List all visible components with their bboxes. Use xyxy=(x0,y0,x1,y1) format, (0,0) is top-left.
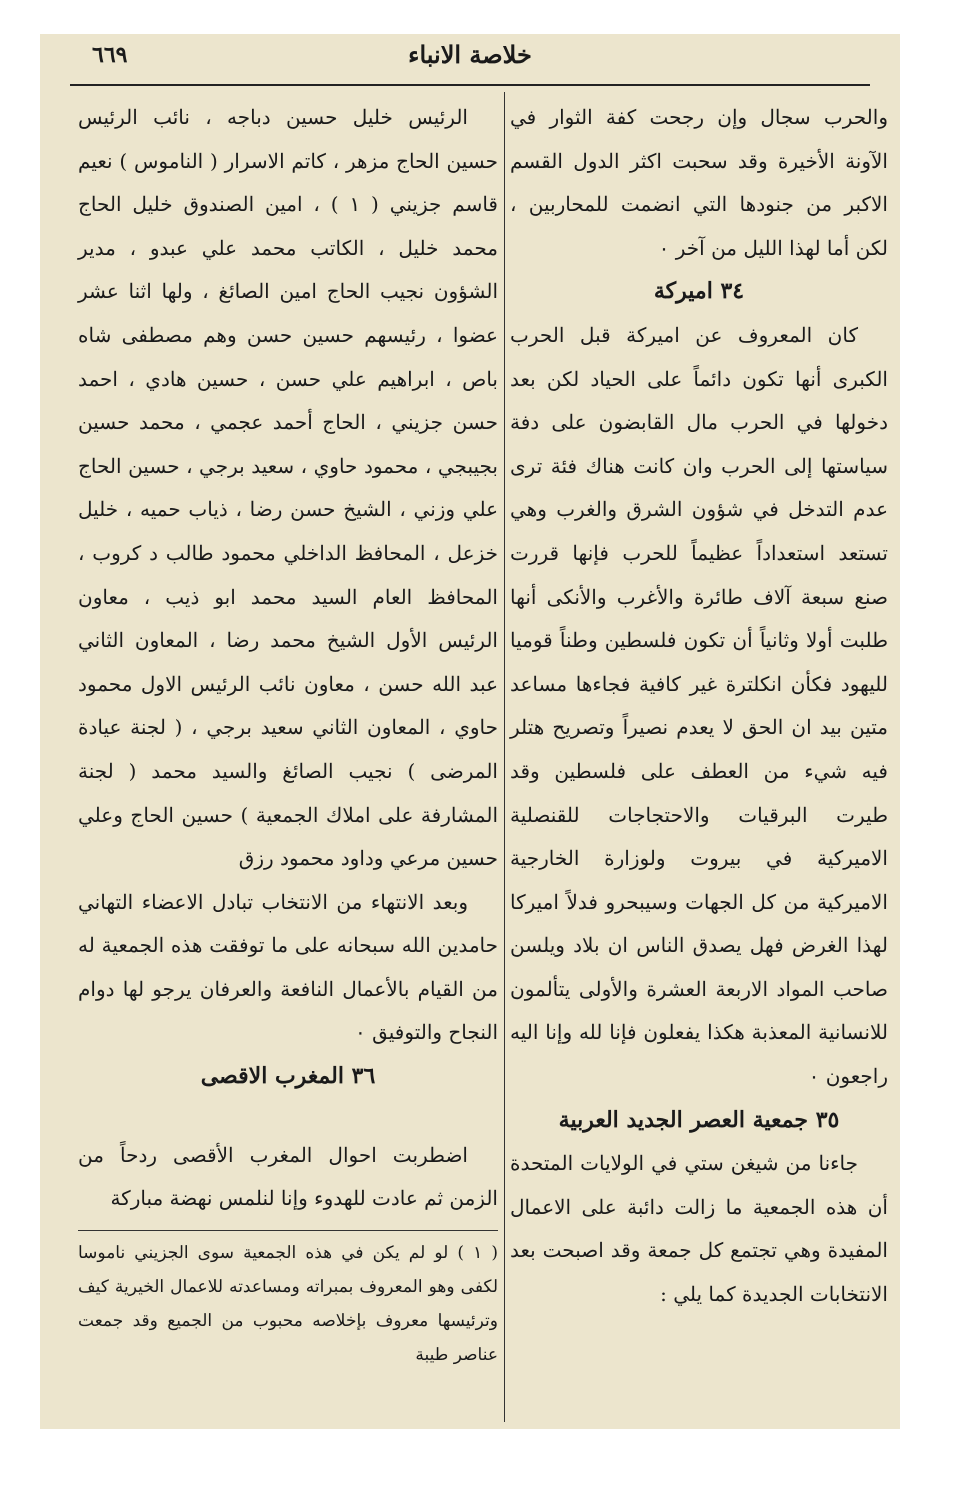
section-35-heading: ٣٥ جمعية العصر الجديد العربية xyxy=(558,1106,840,1133)
header-rule xyxy=(70,84,870,86)
members-paragraph: الرئيس خليل حسين دباجه ، نائب الرئيس حسين الحاج مزهر ، كاتم الاسرار ( الناموس ) نعيم قاسم جزيني ( ١ ) ، امين الصندوق خليل الحاج محمد خليل ، الكاتب محمد علي عبدو ، مدير الشؤون نجيب الحاج امين الصائغ ، ولها اثنا عشر عضوا ، رئيسهم حسين حسن وهم مصطفى شاه باص ، ابراهيم علي حسن ، حسين هادي ، احمد حسن جزيني ، الحاج أحمد عجمي ، محمد حسين بجيبجي ، محمود حاوي ، سعيد برجي ، حسين الحاج علي وزني ، الشيخ حسن رضا ، ذياب حميه ، خليل خزعل ، المحافظ الداخلي محمود طالب د كروب ، المحافظ العام السيد محمد ابو ذيب ، معاون الرئيس الأول الشيخ محمد رضا ، المعاون الثاني عبد الله حسن ، معاون نائب الرئيس الاول محمود حاوي ، المعاون الثاني سعيد برجي ، ( لجنة عيادة المرضى ) نجيب الصائغ والسيد محمد ( لجنة المشارفة على املاك الجمعية ) حسين الحاج وعلي حسين مرعي وداود محمود رزق xyxy=(78,105,498,871)
section-34-paragraph: كان المعروف عن اميركة قبل الحرب الكبرى أنها تكون دائماً على الحياد لكن بعد دخولها في الحرب مال القابضون على دفة سياستها إلى الحرب وان كانت هناك فئة ترى عدم التدخل في شؤون الشرق والغرب وهي تستعد استعداداً عظيماً للحرب فإنها قررت صنع سبعة آلاف طائرة والأغرب والأنكى أنها طلبت أولا وثانياً أن تكون فلسطين وطناً قوميا لليهود فكأن انكلترة غير كافية فجاءها مساعد متين بيد ان الحق لا يعدم نصيراً وتصريح هتلر فيه شيء من العطف على فلسطين وقد طيرت البرقيات والاحتجاجات للقنصلية الاميركية في بيروت ولوزارة الخارجية الاميركية من كل الجهات وسيبحرو فدلاً اميركا لهذا الغرض فهل يصدق الناس ان بلاد ويلسن صاحب المواد الاربعة العشرة والأولى يتألمون للانسانية المعذبة هكذا يفعلون فإنا لله وإنا اليه راجعون ٠ xyxy=(510,322,888,1089)
section-36-heading: ٣٦ المغرب الاقصى xyxy=(200,1063,376,1090)
column-divider xyxy=(504,92,505,1422)
document-page xyxy=(40,34,900,1429)
running-title: خلاصة الانباء xyxy=(408,40,532,69)
closing-paragraph: وبعد الانتهاء من الانتخاب تبادل الاعضاء التهاني حامدين الله سبحانه على ما توفقت هذه الجمعية له من القيام بالأعمال النافعة والعرفان يرجو لها دوام النجاح والتوفيق ٠ xyxy=(78,889,498,1045)
footnote-text: ( ١ ) لو لم يكن في هذه الجمعية سوى الجزيني ناموسا لكفى وهو المعروف بمبراته ومساعدته للاعمال الخيرية كيف وترئيسها معروف بإخلاصه محبوب من الجميع وقد جمعت عناصر طيبة xyxy=(78,1243,498,1365)
section-36-block xyxy=(78,1134,498,1220)
left-column xyxy=(78,96,498,1226)
footnote-rule xyxy=(78,1230,498,1231)
section-36-paragraph: اضطربت احوال المغرب الأقصى ردحاً من الزمن ثم عادت للهدوء وإنا لنلمس نهضة مباركة xyxy=(78,1143,498,1210)
section-34-heading: ٣٤ اميركة xyxy=(653,278,745,305)
footnote xyxy=(78,1236,498,1372)
intro-paragraph: والحرب سجال وإن رجحت كفة الثوار في الآونة الأخيرة وقد سحبت اكثر الدول القسم الاكبر من جنودها التي انضمت للمحاربين ، لكن أما لهذا الليل من آخر ٠ xyxy=(510,105,888,260)
page-number: ٦٦٩ xyxy=(92,42,128,68)
right-column xyxy=(510,96,888,1416)
section-35-paragraph: جاءنا من شيغن ستي في الولايات المتحدة أن هذه الجمعية ما زالت دائبة على الاعمال المفيدة وهي تجتمع كل جمعة وقد اصبحت بعد الانتخابات الجديدة كما يلي : xyxy=(510,1151,888,1307)
